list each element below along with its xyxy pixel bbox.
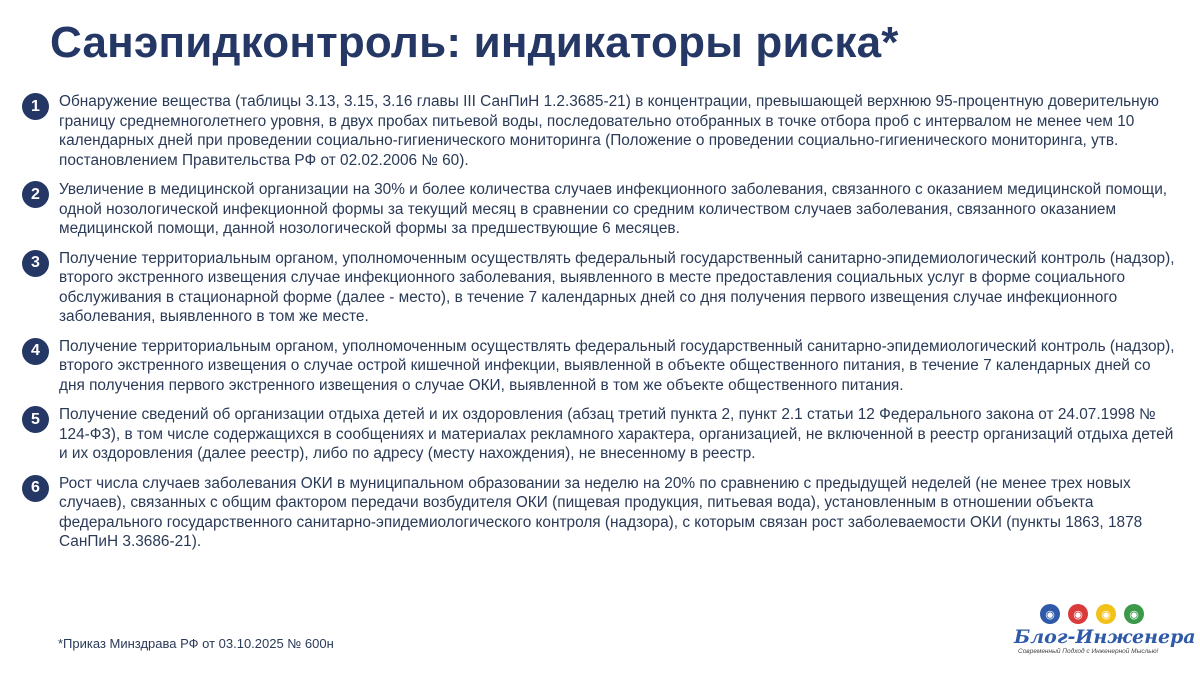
number-badge: 2 — [22, 181, 49, 208]
item-text: Получение территориальным органом, уполномоченным осуществлять федеральный государственный санитарно-эпидемиологический контроль (надзор), второго экстренного извещения о случае острой кишечной инфекции, выявленной в объекте общественного питания, в течение 7 календарных дней со дня получения первого экстренного извещения о случае ОКИ, выявленной в том же объекте общественного питания. — [59, 337, 1175, 394]
item-text: Рост числа случаев заболевания ОКИ в муниципальном образовании за неделю на 20% по сравнению с предыдущей неделей (не менее трех новых случаев), связанных с общим фактором передачи возбудителя ОКИ (пищевая продукция, питьевая вода), установленным в отношении объекта федерального государственного санитарно-эпидемиологического контроля (надзора), с которым связан рост заболеваемости ОКИ (пункты 1863, 1878 СанПиН 3.3686-21). — [59, 474, 1143, 550]
logo-name: Блог-Инженера — [1014, 626, 1196, 648]
list-item — [22, 474, 1182, 552]
number-badge: 6 — [22, 475, 49, 502]
item-text: Обнаружение вещества (таблицы 3.13, 3.15, 3.16 главы III СанПиН 1.2.3685-21) в концентрации, превышающей верхнюю 95-процентную доверительную границу среднемноголетнего уровня, в двух пробах питьевой воды, последовательно отобранных в точке отбора проб с интервалом не менее чем 10 календарных дней при проведении социально-гигиенического мониторинга (Положение о проведении социально-гигиенического мониторинга, утв. постановлением Правительства РФ от 02.02.2006 № 60). — [59, 93, 1159, 169]
logo-icons — [1040, 604, 1190, 624]
list-item — [22, 249, 1182, 327]
page-title: Санэпидконтроль: индикаторы риска* — [50, 18, 899, 67]
item-text: Увеличение в медицинской организации на 30% и более количества случаев инфекционного заболевания, связанного с оказанием медицинской помощи, одной нозологической инфекционной формы за текущий месяц в сравнении со средним количеством случаев заболевания, связанного оказанием медицинской помощи, данной нозологической формы за предшествующие 6 месяцев. — [59, 181, 1168, 237]
logo-tagline: Современный Подход с Инженерной Мыслью! — [1018, 648, 1159, 655]
item-text: Получение территориальным органом, уполномоченным осуществлять федеральный государственный санитарно-эпидемиологический контроль (надзор), второго экстренного извещения случае инфекционного заболевания, выявленного в месте предоставления социальных услуг в форме социального обслуживания в стационарной форме (далее - место), в течение 7 календарных дней со дня получения первого извещения случае инфекционного заболевания, выявленного в том же месте. — [59, 249, 1175, 325]
list-item — [22, 337, 1182, 396]
number-badge: 3 — [22, 250, 49, 277]
engineer-avatar-yellow-icon: ◉ — [1096, 604, 1116, 624]
engineer-avatar-red-icon: ◉ — [1068, 604, 1088, 624]
footnote: *Приказ Минздрава РФ от 03.10.2025 № 600н — [58, 636, 334, 651]
number-badge: 1 — [22, 93, 49, 120]
engineer-avatar-blue-icon: ◉ — [1040, 604, 1060, 624]
engineer-avatar-green-icon: ◉ — [1124, 604, 1144, 624]
list-item — [22, 180, 1182, 239]
blog-logo — [1010, 604, 1196, 655]
list-item — [22, 92, 1182, 170]
list-item — [22, 405, 1182, 464]
item-text: Получение сведений об организации отдыха детей и их оздоровления (абзац третий пункта 2, пункт 2.1 статьи 12 Федерального закона от 24.07.1998 № 124-ФЗ), в том числе содержащихся в сообщениях и материалах рекламного характера, организацией, не включенной в реестр организаций отдыха детей и их оздоровления (далее реестр), либо по адресу (месту нахождения), не внесенному в реестр. — [59, 406, 1174, 462]
number-badge: 4 — [22, 338, 49, 365]
number-badge: 5 — [22, 406, 49, 433]
risk-indicator-list — [22, 92, 1182, 552]
